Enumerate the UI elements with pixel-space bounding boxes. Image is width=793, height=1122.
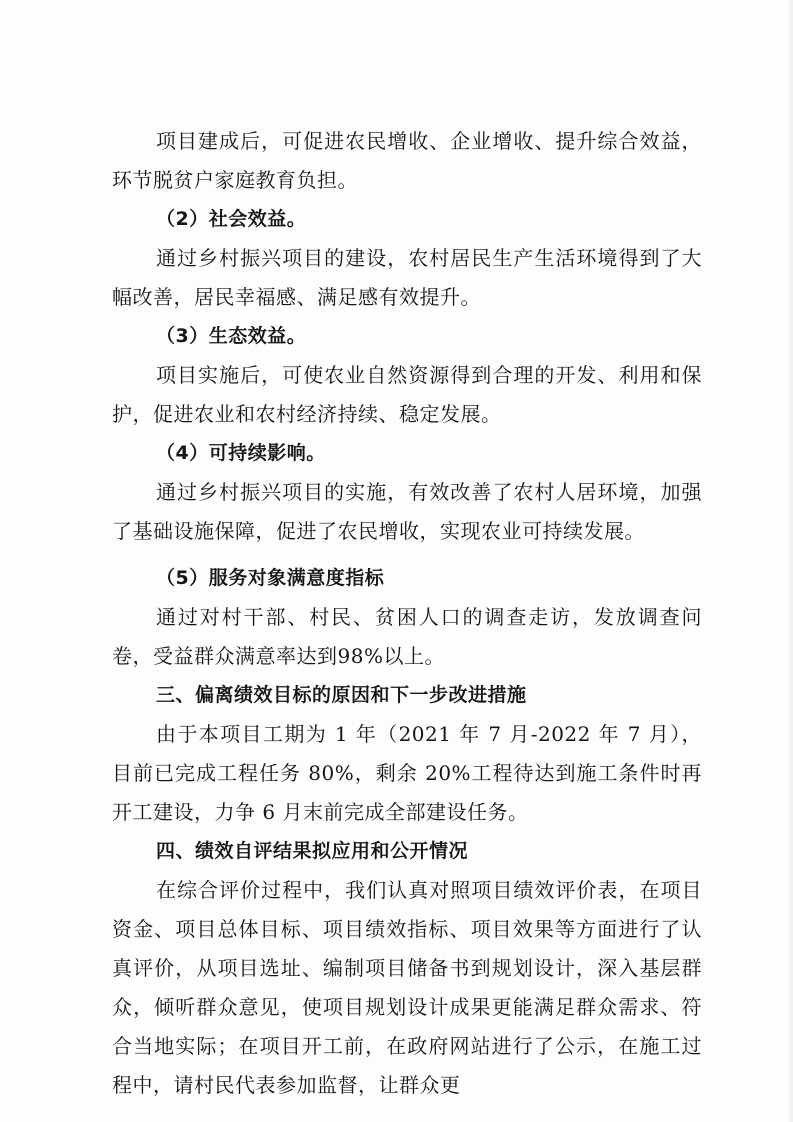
heading-sustainable-impact: （4）可持续影响。 bbox=[156, 442, 326, 464]
spacer bbox=[112, 551, 702, 559]
heading-self-evaluation-application: 四、绩效自评结果拟应用和公开情况 bbox=[156, 840, 469, 862]
paragraph-sustainable-impact: 通过乡村振兴项目的实施，有效改善了农村人居环境，加强了基础设施保障，促进了农民增收，实现农业可持续发展。 bbox=[112, 480, 702, 543]
paragraph-benefit-intro: 项目建成后，可促进农民增收、企业增收、提升综合效益，环节脱贫户家庭教育负担。 bbox=[112, 129, 702, 192]
heading-deviation-reasons: 三、偏离绩效目标的原因和下一步改进措施 bbox=[156, 684, 527, 706]
paragraph-social-benefit: 通过乡村振兴项目的建设，农村居民生产生活环境得到了大幅改善，居民幸福感、满足感有效提升。 bbox=[112, 246, 702, 309]
paragraph-deviation-reasons: 由于本项目工期为 1 年（2021 年 7 月-2022 年 7 月），目前已完成工程任务 80%，剩余 20%工程待达到施工条件时再开工建设，力争 6 月末前完成全部建设任务。 bbox=[112, 722, 702, 824]
scan-edge-shadow bbox=[787, 0, 793, 1122]
heading-ecological-benefit: （3）生态效益。 bbox=[156, 325, 307, 347]
paragraph-satisfaction-indicator: 通过对村干部、村民、贫困人口的调查走访，发放调查问卷，受益群众满意率达到98%以上。 bbox=[112, 605, 702, 668]
paragraph-ecological-benefit: 项目实施后，可使农业自然资源得到合理的开发、利用和保护，促进农业和农村经济持续、稳定发展。 bbox=[112, 363, 702, 426]
document-body bbox=[112, 122, 702, 1105]
heading-social-benefit: （2）社会效益。 bbox=[156, 208, 307, 230]
heading-satisfaction-indicator: （5）服务对象满意度指标 bbox=[156, 567, 385, 589]
paragraph-self-evaluation-application: 在综合评价过程中，我们认真对照项目绩效评价表，在项目资金、项目总体目标、项目绩效指标、项目效果等方面进行了认真评价，从项目选址、编制项目储备书到规划设计，深入基层群众，倾听群众意见，使项目规划设计成果更能满足群众需求、符合当地实际；在项目开工前，在政府网站进行了公示，在施工过程中，请村民代表参加监督，让群众更 bbox=[112, 878, 702, 1097]
